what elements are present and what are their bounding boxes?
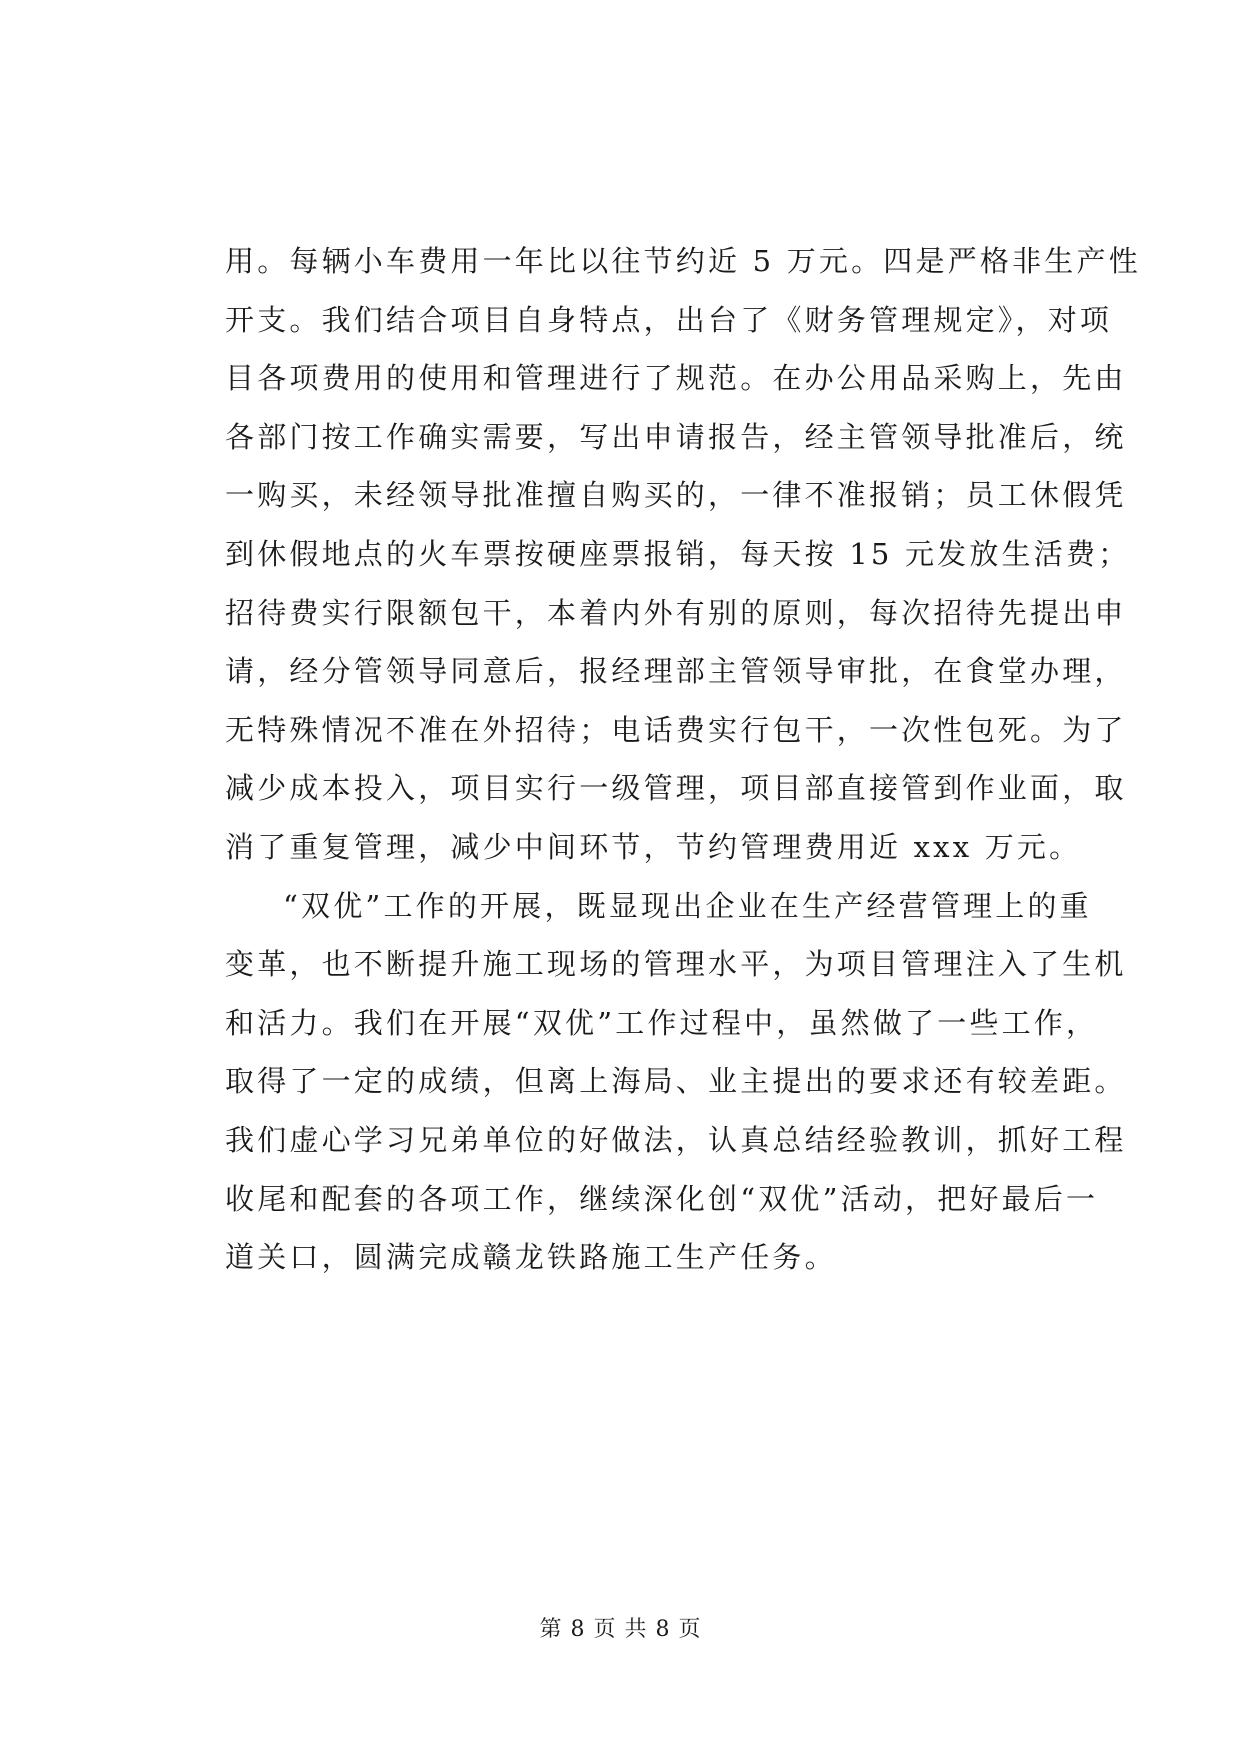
paragraph (225, 232, 1141, 877)
text-line: 我们虚心学习兄弟单位的好做法，认真总结经验教训，抓好工程 (225, 1122, 1127, 1157)
text-line: 减少成本投入，项目实行一级管理，项目部直接管到作业面，取 (225, 771, 1127, 806)
text-line: 请，经分管领导同意后，报经理部主管领导审批，在食堂办理， (225, 654, 1127, 689)
text-line: 收尾和配套的各项工作，继续深化创“双优”活动，把好最后一 (225, 1181, 1099, 1216)
text-line: “双优”工作的开展，既显现出企业在生产经营管理上的重 (283, 888, 1092, 923)
text-line: 道关口，圆满完成赣龙铁路施工生产任务。 (225, 1240, 837, 1275)
text-line: 一购买，未经领导批准擅自购买的，一律不准报销；员工休假凭 (225, 478, 1127, 513)
text-line: 招待费实行限额包干，本着内外有别的原则，每次招待先提出申 (225, 595, 1127, 630)
text-line: 取得了一定的成绩，但离上海局、业主提出的要求还有较差距。 (225, 1064, 1127, 1099)
text-line: 各部门按工作确实需要，写出申请报告，经主管领导批准后，统 (225, 419, 1127, 454)
document-body (225, 232, 1141, 1287)
page-number-footer: 第 8 页 共 8 页 (539, 1617, 702, 1642)
text-line: 到休假地点的火车票按硬座票报销，每天按 15 元发放生活费； (225, 536, 1131, 571)
paragraph (225, 877, 1127, 1287)
text-line: 变革，也不断提升施工现场的管理水平，为项目管理注入了生机 (225, 947, 1127, 982)
text-line: 用。每辆小车费用一年比以往节约近 5 万元。四是严格非生产性 (225, 244, 1141, 278)
text-line: 目各项费用的使用和管理进行了规范。在办公用品采购上，先由 (225, 361, 1127, 396)
text-line: 开支。我们结合项目自身特点，出台了《财务管理规定》，对项 (225, 302, 1113, 337)
text-line: 无特殊情况不准在外招待；电话费实行包干，一次性包死。为了 (225, 712, 1127, 747)
text-line: 消了重复管理，减少中间环节，节约管理费用近 xxx 万元。 (225, 829, 1082, 864)
text-line: 和活力。我们在开展“双优”工作过程中，虽然做了一些工作， (225, 1005, 1099, 1040)
